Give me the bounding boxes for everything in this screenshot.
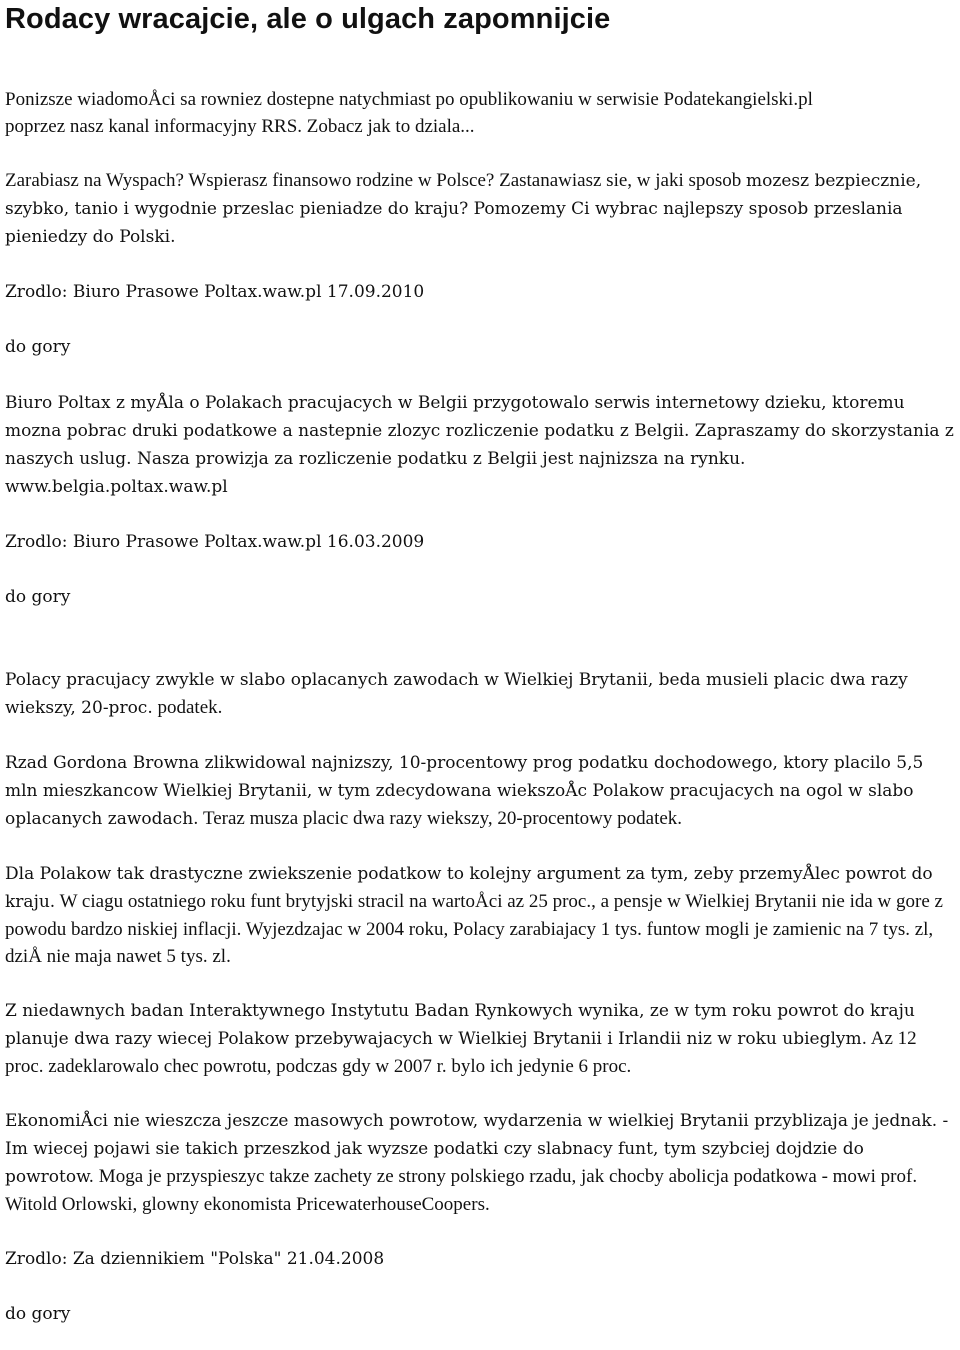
article-3-paragraph-2-part1: Dla Polakow tak drastyczne zwiekszenie podatkow to kolejny argument za tym, zeby przemyÅlec powrot do kraju. [5, 864, 933, 912]
article-2-body [5, 389, 956, 501]
article-3-paragraph-1 [5, 749, 956, 833]
rss-notice [5, 86, 835, 140]
back-to-top-link[interactable]: do gory [5, 587, 71, 607]
article-2-body-part2: Zapraszamy do skorzystania z naszych uslug. Nasza prowizja za rozliczenie podatku z Belgii jest najnizsza na rynku. www.belgia.poltax.waw.pl [5, 421, 954, 497]
article-1-source: Zrodlo: Biuro Prasowe Poltax.waw.pl 17.09.2010 [5, 282, 425, 302]
article-3-source: Zrodlo: Za dziennikiem "Polska" 21.04.2008 [5, 1249, 385, 1269]
article-3-paragraph-4 [5, 1107, 956, 1218]
article-3-lead-part2: podatek. [152, 697, 223, 718]
article-3-paragraph-3-part1: Z niedawnych badan Interaktywnego Instytutu Badan Rynkowych wynika, ze w tym roku powrot do kraju planuje dwa razy wiecej Polakow przebywajacych w Wielkiej Brytanii i Irlandii niz w roku ubieglym. [5, 1001, 915, 1049]
back-to-top-link[interactable]: do gory [5, 1304, 71, 1324]
article-2-source: Zrodlo: Biuro Prasowe Poltax.waw.pl 16.03.2009 [5, 532, 425, 552]
article-1-body-part1: Zarabiasz na Wyspach? Wspierasz finansowo rodzine w Polsce? Zastanawiasz sie, w jaki sposob [5, 170, 747, 191]
article-3-top-link [5, 1301, 956, 1328]
back-to-top-link[interactable]: do gory [5, 337, 71, 357]
article-3-lead-part1: Polacy pracujacy zwykle w slabo oplacanych zawodach w Wielkiej Brytanii, beda musieli placic dwa razy wiekszy, 20-proc. [5, 670, 908, 718]
article-3-paragraph-2-part2: W ciagu ostatniego roku funt brytyjski stracil na wartoÅci az 25 proc., a pensje w Wielkiej Brytanii nie ida w gore z powodu bardzo niskiej inflacji. Wyjezdzajac w 2004 roku, Polacy zarabiajacy 1 tys. funtow mogli je zamienic na 7 tys. zl, dziÅ nie maja nawet 5 tys. zl. [5, 891, 943, 967]
article-3-paragraph-3 [5, 997, 956, 1080]
rss-notice-text: Ponizsze wiadomoÅci sa rowniez dostepne natychmiast po opublikowaniu w serwisie Podatekangielski.pl poprzez nasz kanal informacyjny RRS. Zobacz jak to dziala... [5, 89, 813, 137]
article-1-body-part3: Pomozemy Ci wybrac najlepszy sposob przeslania pieniedzy do Polski. [5, 199, 903, 247]
article-3-paragraph-3-part2: Az 12 proc. zadeklarowalo chec powrotu, podczas gdy w 2007 r. bylo ich jedynie 6 proc. [5, 1028, 917, 1077]
page-title: Rodacy wracajcie, ale o ulgach zapomnijcie [5, 3, 611, 35]
article-1-body [5, 167, 956, 251]
article-1-top-link [5, 334, 956, 361]
article-3-paragraph-2 [5, 860, 956, 970]
article-3-paragraph-1-part2: Teraz musza placic dwa razy wiekszy, 20-procentowy podatek. [198, 808, 683, 829]
article-1-body-part2: mozesz bezpiecznie, szybko, tanio i wygodnie przeslac pieniadze do kraju? [5, 171, 922, 219]
article-2-body-part1: Biuro Poltax z myÅla o Polakach pracujacych w Belgii przygotowalo serwis internetowy dzieku, ktoremu mozna pobrac druki podatkowe a nastepnie zlozyc rozliczenie podatku z Belgii. [5, 393, 905, 441]
article-3-paragraph-1-part1: Rzad Gordona Browna zlikwidowal najnizszy, 10-procentowy prog podatku dochodowego, ktory placilo 5,5 mln mieszkancow Wielkiej Brytanii, w tym zdecydowana wiekszoÅc Polakow pracujacych na ogol w slabo oplacanych zawodach. [5, 753, 924, 829]
page [0, 2, 960, 1328]
article-3-paragraph-4-part2: Moga je przyspieszyc takze zachety ze strony polskiego rzadu, jak chocby abolicja podatkowa - mowi prof. Witold Orlowski, glowny ekonomista PricewaterhouseCoopers. [5, 1166, 918, 1215]
article-2-top-link [5, 584, 956, 611]
article-3-lead [5, 666, 956, 722]
article-3-paragraph-4-part1: EkonomiÅci nie wieszcza jeszcze masowych powrotow, wydarzenia w wielkiej Brytanii przyblizaja je jednak. - Im wiecej pojawi sie takich przeszkod jak wyzsze podatki czy slabnacy funt, tym szybciej dojdzie do powrotow. [5, 1111, 949, 1187]
